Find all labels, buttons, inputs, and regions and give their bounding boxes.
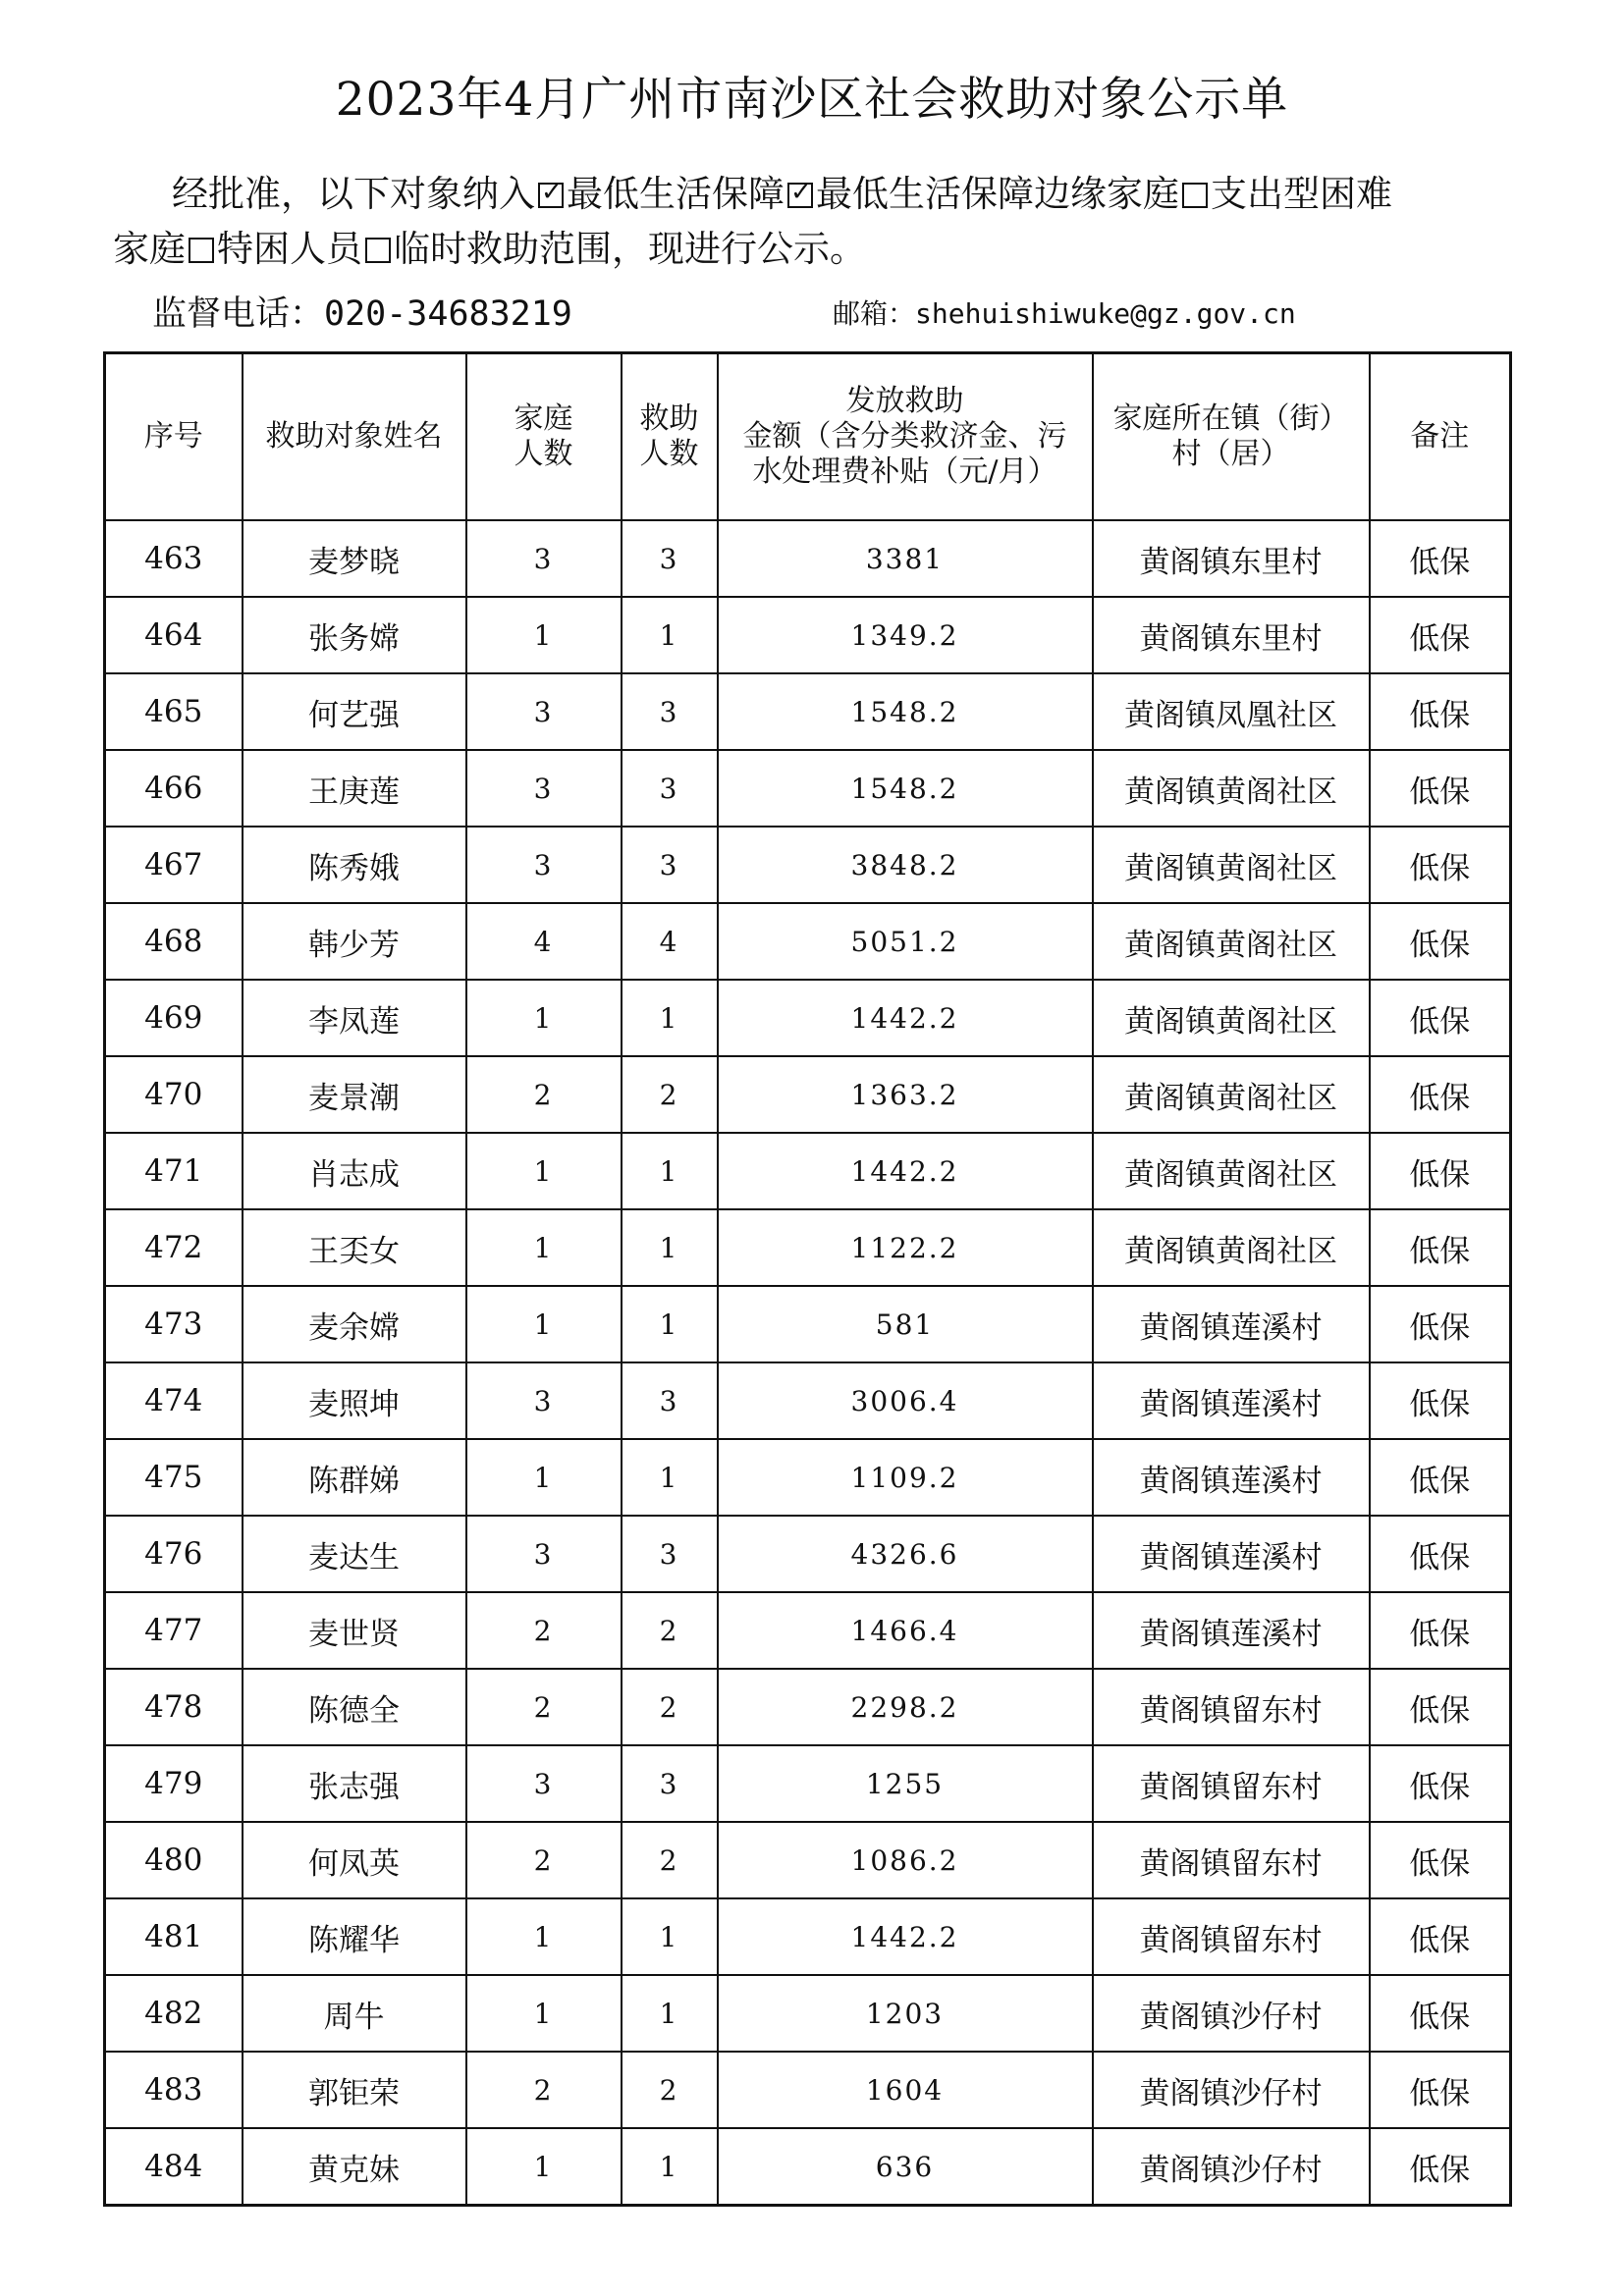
cell-aided-count: 4 [622, 903, 718, 980]
cell-seq: 474 [105, 1362, 243, 1439]
table-row [105, 520, 1511, 597]
cell-seq: 469 [105, 980, 243, 1056]
cell-aided-count: 2 [622, 2052, 718, 2128]
cell-family-size: 1 [466, 1898, 622, 1975]
cell-name: 周牛 [243, 1975, 466, 2052]
cell-family-size: 2 [466, 1592, 622, 1669]
cell-family-size: 3 [466, 1516, 622, 1592]
cell-seq: 483 [105, 2052, 243, 2128]
cell-aided-count: 2 [622, 1822, 718, 1898]
cell-seq: 465 [105, 673, 243, 750]
cell-location: 黄阁镇莲溪村 [1093, 1362, 1370, 1439]
cell-aided-count: 3 [622, 520, 718, 597]
table-row [105, 2128, 1511, 2206]
cell-remark: 低保 [1370, 2052, 1511, 2128]
cell-family-size: 2 [466, 1056, 622, 1133]
cell-aided-count: 3 [622, 750, 718, 827]
checkbox-expenditure[interactable] [1182, 183, 1208, 208]
cell-seq: 479 [105, 1745, 243, 1822]
cell-aided-count: 2 [622, 1056, 718, 1133]
cell-remark: 低保 [1370, 1592, 1511, 1669]
cell-family-size: 1 [466, 2128, 622, 2206]
cell-aided-count: 3 [622, 827, 718, 903]
option-dibao-label: 最低生活保障 [567, 173, 785, 215]
cell-remark: 低保 [1370, 1516, 1511, 1592]
cell-remark: 低保 [1370, 520, 1511, 597]
cell-amount: 1203 [718, 1975, 1093, 2052]
cell-location: 黄阁镇黄阁社区 [1093, 1133, 1370, 1209]
cell-remark: 低保 [1370, 1975, 1511, 2052]
cell-amount: 1604 [718, 2052, 1093, 2128]
supervision-phone [152, 293, 572, 336]
cell-seq: 473 [105, 1286, 243, 1362]
cell-location: 黄阁镇黄阁社区 [1093, 827, 1370, 903]
cell-remark: 低保 [1370, 1898, 1511, 1975]
cell-remark: 低保 [1370, 1439, 1511, 1516]
table-body [105, 520, 1511, 2206]
cell-remark: 低保 [1370, 827, 1511, 903]
cell-remark: 低保 [1370, 2128, 1511, 2206]
cell-seq: 477 [105, 1592, 243, 1669]
cell-seq: 476 [105, 1516, 243, 1592]
cell-location: 黄阁镇留东村 [1093, 1669, 1370, 1745]
cell-aided-count: 2 [622, 1592, 718, 1669]
cell-location: 黄阁镇留东村 [1093, 1822, 1370, 1898]
email-value: shehuishiwuke@gz.gov.cn [915, 297, 1296, 330]
cell-location: 黄阁镇黄阁社区 [1093, 903, 1370, 980]
table-header-row [105, 353, 1511, 521]
cell-name: 陈耀华 [243, 1898, 466, 1975]
cell-location: 黄阁镇黄阁社区 [1093, 750, 1370, 827]
cell-family-size: 2 [466, 2052, 622, 2128]
table-row [105, 673, 1511, 750]
cell-remark: 低保 [1370, 1056, 1511, 1133]
cell-seq: 484 [105, 2128, 243, 2206]
cell-aided-count: 1 [622, 980, 718, 1056]
cell-location: 黄阁镇莲溪村 [1093, 1286, 1370, 1362]
cell-remark: 低保 [1370, 980, 1511, 1056]
cell-family-size: 2 [466, 1822, 622, 1898]
cell-remark: 低保 [1370, 1822, 1511, 1898]
cell-seq: 471 [105, 1133, 243, 1209]
cell-aided-count: 1 [622, 1898, 718, 1975]
cell-aided-count: 1 [622, 1133, 718, 1209]
cell-seq: 475 [105, 1439, 243, 1516]
cell-family-size: 1 [466, 980, 622, 1056]
table-row [105, 1822, 1511, 1898]
email-label: 邮箱： [833, 297, 916, 330]
phone-label: 监督电话： [152, 294, 325, 334]
cell-amount: 1548.2 [718, 673, 1093, 750]
cell-location: 黄阁镇莲溪村 [1093, 1439, 1370, 1516]
cell-aided-count: 1 [622, 1439, 718, 1516]
cell-name: 何凤英 [243, 1822, 466, 1898]
cell-aided-count: 1 [622, 2128, 718, 2206]
cell-seq: 464 [105, 597, 243, 673]
cell-location: 黄阁镇东里村 [1093, 520, 1370, 597]
cell-amount: 636 [718, 2128, 1093, 2206]
cell-seq: 480 [105, 1822, 243, 1898]
cell-name: 麦余嫦 [243, 1286, 466, 1362]
cell-name: 郭钜荣 [243, 2052, 466, 2128]
cell-location: 黄阁镇沙仔村 [1093, 2052, 1370, 2128]
table-row [105, 1362, 1511, 1439]
cell-seq: 470 [105, 1056, 243, 1133]
cell-amount: 1109.2 [718, 1439, 1093, 1516]
cell-remark: 低保 [1370, 1745, 1511, 1822]
cell-amount: 581 [718, 1286, 1093, 1362]
cell-seq: 467 [105, 827, 243, 903]
cell-remark: 低保 [1370, 1209, 1511, 1286]
checkbox-tekun[interactable] [189, 238, 214, 263]
cell-seq: 481 [105, 1898, 243, 1975]
cell-amount: 3381 [718, 520, 1093, 597]
checkbox-temporary[interactable] [365, 238, 391, 263]
table-row [105, 1898, 1511, 1975]
page-title: 2023年4月广州市南沙区社会救助对象公示单 [335, 73, 1289, 127]
cell-name: 麦世贤 [243, 1592, 466, 1669]
cell-aided-count: 3 [622, 1362, 718, 1439]
cell-name: 陈群娣 [243, 1439, 466, 1516]
cell-name: 王奀女 [243, 1209, 466, 1286]
cell-name: 麦景潮 [243, 1056, 466, 1133]
option-dibao-edge-label: 最低生活保障边缘家庭 [816, 173, 1179, 215]
cell-remark: 低保 [1370, 750, 1511, 827]
cell-location: 黄阁镇黄阁社区 [1093, 1056, 1370, 1133]
cell-amount: 1122.2 [718, 1209, 1093, 1286]
cell-location: 黄阁镇留东村 [1093, 1745, 1370, 1822]
cell-amount: 1442.2 [718, 980, 1093, 1056]
cell-seq: 472 [105, 1209, 243, 1286]
cell-amount: 1442.2 [718, 1898, 1093, 1975]
cell-remark: 低保 [1370, 1669, 1511, 1745]
cell-family-size: 3 [466, 1745, 622, 1822]
cell-name: 韩少芳 [243, 903, 466, 980]
cell-amount: 1363.2 [718, 1056, 1093, 1133]
cell-seq: 468 [105, 903, 243, 980]
cell-seq: 463 [105, 520, 243, 597]
header-amount: 发放救助 金额（含分类救济金、污 水处理费补贴（元/月） [718, 353, 1093, 521]
cell-aided-count: 3 [622, 1516, 718, 1592]
table-row [105, 750, 1511, 827]
cell-aided-count: 1 [622, 1209, 718, 1286]
cell-family-size: 3 [466, 750, 622, 827]
header-name: 救助对象姓名 [243, 353, 466, 521]
cell-amount: 3006.4 [718, 1362, 1093, 1439]
option-temporary-label: 临时救助范围，现进行公示。 [394, 228, 866, 270]
header-remark: 备注 [1370, 353, 1511, 521]
table-row [105, 903, 1511, 980]
table-row [105, 980, 1511, 1056]
option-tekun-label: 特困人员 [217, 228, 362, 270]
table-row [105, 597, 1511, 673]
cell-location: 黄阁镇沙仔村 [1093, 2128, 1370, 2206]
cell-amount: 1466.4 [718, 1592, 1093, 1669]
intro-line2-start: 家庭 [113, 228, 186, 270]
table-row [105, 1975, 1511, 2052]
table-row [105, 1745, 1511, 1822]
cell-aided-count: 1 [622, 1286, 718, 1362]
cell-remark: 低保 [1370, 1362, 1511, 1439]
cell-name: 麦照坤 [243, 1362, 466, 1439]
cell-seq: 478 [105, 1669, 243, 1745]
cell-remark: 低保 [1370, 1133, 1511, 1209]
header-location: 家庭所在镇（街） 村（居） [1093, 353, 1370, 521]
table-row [105, 1056, 1511, 1133]
cell-family-size: 2 [466, 1669, 622, 1745]
cell-remark: 低保 [1370, 1286, 1511, 1362]
table-row [105, 1439, 1511, 1516]
cell-amount: 1442.2 [718, 1133, 1093, 1209]
cell-location: 黄阁镇黄阁社区 [1093, 1209, 1370, 1286]
cell-seq: 482 [105, 1975, 243, 2052]
cell-amount: 4326.6 [718, 1516, 1093, 1592]
cell-family-size: 3 [466, 1362, 622, 1439]
table-row [105, 1286, 1511, 1362]
cell-name: 黄克妹 [243, 2128, 466, 2206]
cell-family-size: 1 [466, 1209, 622, 1286]
cell-seq: 466 [105, 750, 243, 827]
table-row [105, 2052, 1511, 2128]
cell-aided-count: 2 [622, 1669, 718, 1745]
intro-prefix: 经批准，以下对象纳入 [172, 173, 535, 215]
contact-email [833, 293, 1296, 336]
cell-amount: 2298.2 [718, 1669, 1093, 1745]
cell-location: 黄阁镇凤凰社区 [1093, 673, 1370, 750]
cell-amount: 1255 [718, 1745, 1093, 1822]
cell-family-size: 4 [466, 903, 622, 980]
cell-location: 黄阁镇沙仔村 [1093, 1975, 1370, 2052]
cell-name: 王庚莲 [243, 750, 466, 827]
intro-line-2 [113, 222, 1488, 277]
cell-remark: 低保 [1370, 903, 1511, 980]
table-row [105, 1516, 1511, 1592]
phone-value: 020-34683219 [324, 294, 572, 334]
cell-amount: 3848.2 [718, 827, 1093, 903]
cell-name: 肖志成 [243, 1133, 466, 1209]
cell-name: 陈德全 [243, 1669, 466, 1745]
table-row [105, 1133, 1511, 1209]
header-aided-count: 救助 人数 [622, 353, 718, 521]
cell-name: 陈秀娥 [243, 827, 466, 903]
table-row [105, 1209, 1511, 1286]
cell-aided-count: 3 [622, 673, 718, 750]
cell-name: 张务嫦 [243, 597, 466, 673]
header-family-size: 家庭 人数 [466, 353, 622, 521]
cell-family-size: 3 [466, 827, 622, 903]
cell-family-size: 3 [466, 520, 622, 597]
cell-location: 黄阁镇东里村 [1093, 597, 1370, 673]
cell-location: 黄阁镇黄阁社区 [1093, 980, 1370, 1056]
cell-family-size: 1 [466, 1133, 622, 1209]
cell-family-size: 1 [466, 1975, 622, 2052]
checkbox-dibao[interactable] [538, 183, 564, 208]
header-seq: 序号 [105, 353, 243, 521]
cell-aided-count: 3 [622, 1745, 718, 1822]
cell-name: 麦梦晓 [243, 520, 466, 597]
cell-aided-count: 1 [622, 1975, 718, 2052]
intro-paragraph [113, 167, 1488, 277]
cell-remark: 低保 [1370, 673, 1511, 750]
cell-location: 黄阁镇莲溪村 [1093, 1592, 1370, 1669]
option-expenditure-label: 支出型困难 [1211, 173, 1392, 215]
aid-recipients-table [103, 351, 1512, 2207]
cell-family-size: 3 [466, 673, 622, 750]
table-row [105, 1669, 1511, 1745]
cell-family-size: 1 [466, 1439, 622, 1516]
cell-name: 李凤莲 [243, 980, 466, 1056]
cell-amount: 5051.2 [718, 903, 1093, 980]
table-row [105, 1592, 1511, 1669]
cell-amount: 1548.2 [718, 750, 1093, 827]
cell-location: 黄阁镇留东村 [1093, 1898, 1370, 1975]
table-row [105, 827, 1511, 903]
cell-aided-count: 1 [622, 597, 718, 673]
cell-family-size: 1 [466, 597, 622, 673]
checkbox-dibao-edge[interactable] [787, 183, 813, 208]
cell-name: 张志强 [243, 1745, 466, 1822]
cell-family-size: 1 [466, 1286, 622, 1362]
cell-name: 麦达生 [243, 1516, 466, 1592]
cell-name: 何艺强 [243, 673, 466, 750]
cell-location: 黄阁镇莲溪村 [1093, 1516, 1370, 1592]
cell-amount: 1086.2 [718, 1822, 1093, 1898]
cell-amount: 1349.2 [718, 597, 1093, 673]
cell-remark: 低保 [1370, 597, 1511, 673]
